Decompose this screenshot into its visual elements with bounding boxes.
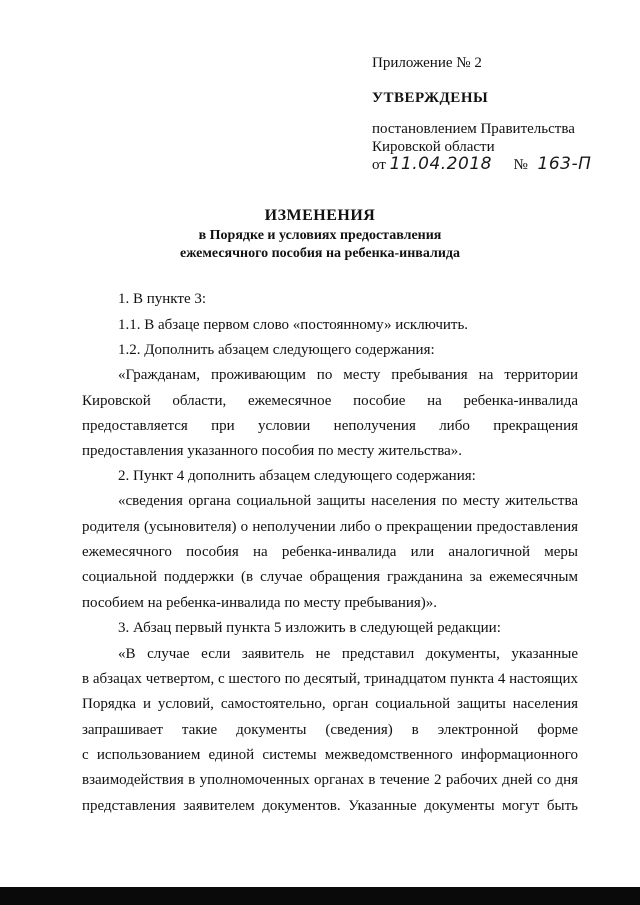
quote-1-line-1: «Гражданам, проживающим по месту пребывания на территории <box>118 367 578 383</box>
quote-2-line-5: пособием на ребенка-инвалида по месту пребывания)». <box>82 595 438 611</box>
document-subtitle-2: ежемесячного пособия на ребенка-инвалида <box>180 246 460 261</box>
scan-bottom-border <box>0 887 640 905</box>
quote-3-line-6: взаимодействия в уполномоченных органах в течение 2 рабочих дней со дня <box>82 772 578 788</box>
quote-3-line-7: представления заявителем документов. Указанные документы могут быть <box>82 798 578 814</box>
decree-line-2: Кировской области <box>372 139 495 155</box>
quote-1-line-2: Кировской области, ежемесячное пособие на ребенка-инвалида <box>82 393 578 409</box>
quote-1-line-3: предоставляется при условии неполучения либо прекращения <box>82 418 578 434</box>
paragraph-1-2: 1.2. Дополнить абзацем следующего содержания: <box>118 342 435 358</box>
date-prefix: от <box>372 157 386 173</box>
appendix-label: Приложение № 2 <box>372 55 482 71</box>
quote-1-line-4: предоставления указанного пособия по месту жительства». <box>82 443 463 459</box>
decree-date-number <box>372 155 591 174</box>
document-title: ИЗМЕНЕНИЯ <box>264 207 376 224</box>
number-prefix: № <box>513 157 528 173</box>
quote-3-line-2: в абзацах четвертом, с шестого по десятый, тринадцатом пункта 4 настоящих <box>82 671 578 687</box>
paragraph-1-1: 1.1. В абзаце первом слово «постоянному» исключить. <box>118 317 469 333</box>
quote-3-line-1: «В случае если заявитель не представил документы, указанные <box>118 646 578 662</box>
quote-2-line-2: родителя (усыновителя) о неполучении либо о прекращении предоставления <box>82 519 578 535</box>
handwritten-date: 11.04.2018 <box>389 154 492 174</box>
quote-3-line-5: с использованием единой системы межведомственного информационного <box>82 747 578 763</box>
quote-2-line-4: социальной поддержки (в случае обращения гражданина за ежемесячным <box>82 569 578 585</box>
paragraph-1: 1. В пункте 3: <box>118 291 207 307</box>
quote-2-line-3: ежемесячного пособия на ребенка-инвалида или аналогичной меры <box>82 544 578 560</box>
approved-label: УТВЕРЖДЕНЫ <box>372 90 489 106</box>
document-subtitle-1: в Порядке и условиях предоставления <box>198 228 442 243</box>
quote-3-line-3: Порядка и условий, самостоятельно, орган социальной защиты населения <box>82 696 578 712</box>
handwritten-number: 163-П <box>537 154 592 174</box>
quote-2-line-1: «сведения органа социальной защиты населения по месту жительства <box>118 493 578 509</box>
paragraph-3: 3. Абзац первый пункта 5 изложить в следующей редакции: <box>118 620 501 636</box>
decree-line-1: постановлением Правительства <box>372 121 575 137</box>
quote-3-line-4: запрашивает такие документы (сведения) в электронной форме <box>82 722 578 738</box>
paragraph-2: 2. Пункт 4 дополнить абзацем следующего содержания: <box>118 468 476 484</box>
